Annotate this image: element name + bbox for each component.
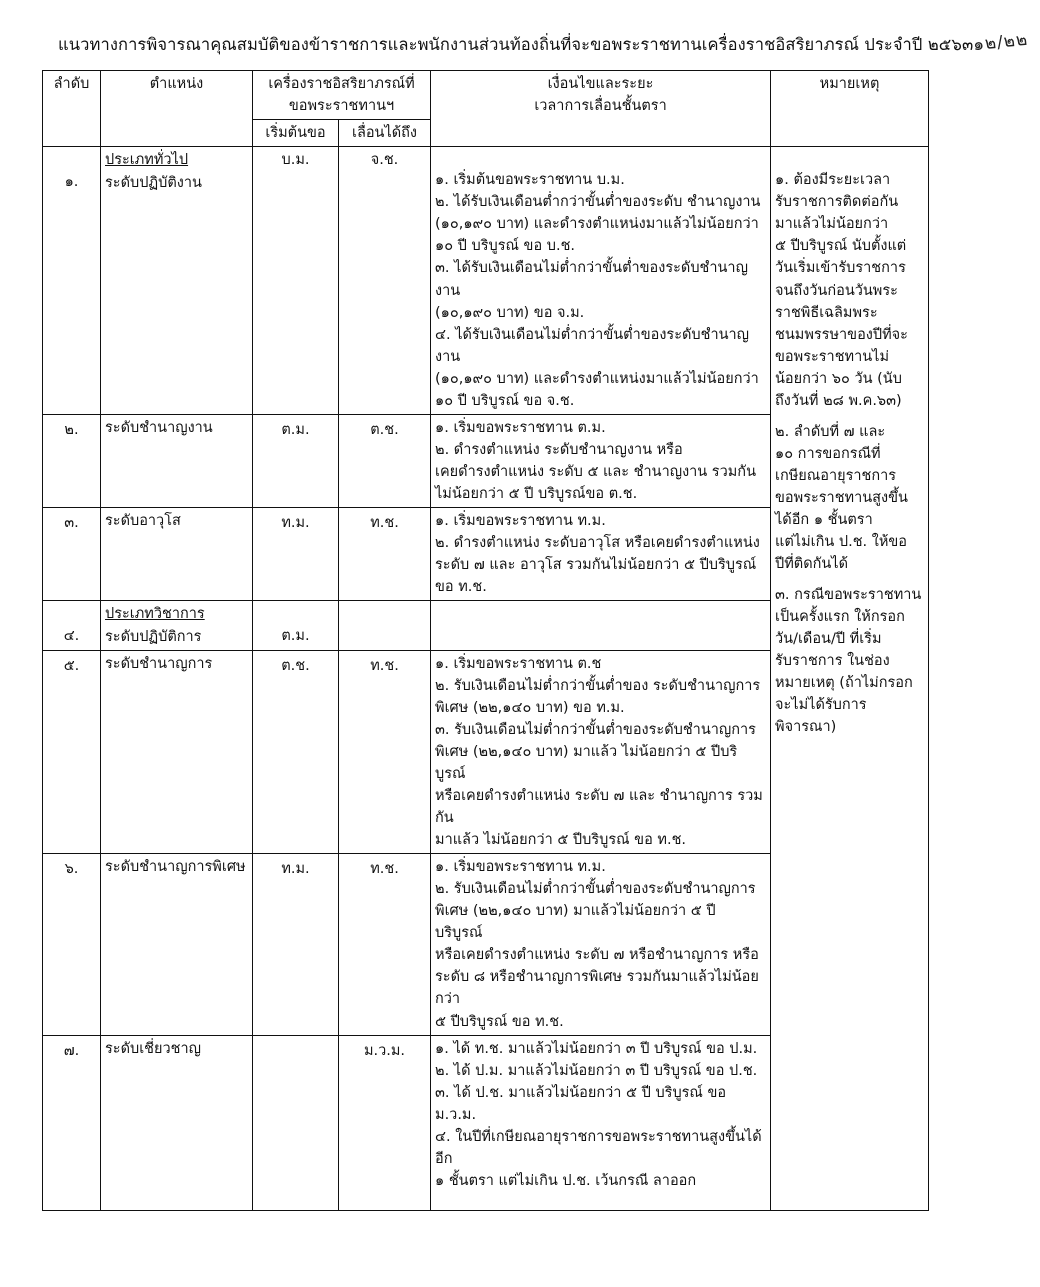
- cell-position: [101, 414, 253, 507]
- cell-no: [43, 414, 101, 507]
- position-label: ระดับปฏิบัติการ: [105, 628, 202, 645]
- note-line: ขอพระราชทานสูงขึ้น: [775, 489, 908, 506]
- condition-line: พิเศษ (๒๒,๑๔๐ บาท) มาแล้ว ไม่น้อยกว่า ๕ ปีบริบูรณ์: [435, 744, 738, 783]
- condition-line: ๒. ดำรงตำแหน่ง ระดับอาวุโส หรือเคยดำรงตำแหน่ง: [435, 534, 760, 551]
- condition-line: ขอ ท.ช.: [435, 578, 487, 595]
- condition-line: มาแล้ว ไม่น้อยกว่า ๕ ปีบริบูรณ์ ขอ ท.ช.: [435, 832, 687, 849]
- note-line: น้อยกว่า ๖๐ วัน (นับ: [775, 370, 902, 387]
- cell-conditions: [431, 414, 771, 507]
- cell-upto: [339, 1035, 431, 1210]
- row-no-value: ๒.: [64, 421, 79, 438]
- note-line: มาแล้วไม่น้อยกว่า: [775, 216, 889, 233]
- start-value: ท.ม.: [281, 514, 310, 531]
- page-title: แนวทางการพิจารณาคุณสมบัติของข้าราชการและพนักงานส่วนท้องถิ่นที่จะขอพระราชทานเครื่องราชอิสริยาภรณ์ ประจำปี ๒๕๖๓: [58, 35, 974, 54]
- position-label: ระดับชำนาญงาน: [105, 419, 213, 436]
- cell-no: [43, 854, 101, 1035]
- header-medal-group: [253, 71, 431, 120]
- start-value: ท.ม.: [281, 861, 310, 878]
- row-no-value: ๕.: [63, 658, 80, 675]
- condition-line: ๒. รับเงินเดือนไม่ต่ำกว่าขั้นต่ำของระดับชำนาญการ: [435, 881, 756, 898]
- cell-position: [101, 651, 253, 854]
- note-line: ๑๐ การขอกรณีที่: [775, 445, 881, 462]
- row-no-value: ๔.: [63, 627, 80, 644]
- note-line: วันเริ่มเข้ารับราชการ: [775, 260, 906, 277]
- criteria-table: [42, 70, 929, 1210]
- condition-line: หรือเคยดำรงตำแหน่ง ระดับ ๗ หรือชำนาญการ หรือ: [435, 947, 759, 964]
- header-no: ลำดับ: [43, 71, 101, 147]
- cell-notes: [771, 147, 929, 1210]
- note-line: ได้อีก ๑ ชั้นตรา: [775, 511, 873, 528]
- condition-line: ระดับ ๘ หรือชำนาญการพิเศษ รวมกันมาแล้วไม่น้อยกว่า: [435, 969, 759, 1008]
- condition-line: พิเศษ (๒๒,๑๔๐ บาท) ขอ ท.ม.: [435, 700, 625, 717]
- condition-line: ๕ ปีบริบูรณ์ ขอ ท.ช.: [435, 1013, 564, 1030]
- cell-upto: [339, 600, 431, 650]
- note-line: ๓. กรณีขอพระราชทาน: [775, 586, 922, 603]
- cell-conditions: [431, 651, 771, 854]
- note-line: ๕ ปีบริบูรณ์ นับตั้งแต่: [775, 238, 907, 255]
- condition-line: ๔. ได้รับเงินเดือนไม่ต่ำกว่าขั้นต่ำของระดับชำนาญงาน: [435, 326, 749, 365]
- page-header: [40, 28, 1030, 56]
- header-conditions-line1: เงื่อนไขและระยะ: [547, 76, 654, 93]
- cell-start: [253, 651, 339, 854]
- header-note: หมายเหตุ: [771, 71, 929, 147]
- note-line: วัน/เดือน/ปี ที่เริ่ม: [775, 630, 882, 647]
- note-line: เป็นครั้งแรก ให้กรอก: [775, 608, 905, 625]
- position-label: ระดับปฏิบัติงาน: [105, 175, 202, 192]
- cell-start: [253, 414, 339, 507]
- start-value: บ.ม.: [281, 152, 310, 169]
- cell-upto: [339, 507, 431, 600]
- note-block-1: [775, 169, 924, 411]
- cell-start: [253, 147, 339, 414]
- header-conditions-line2: เวลาการเลื่อนชั้นตรา: [534, 98, 667, 115]
- condition-line: ๓. ได้ ป.ช. มาแล้วไม่น้อยกว่า ๕ ปี บริบูรณ์ ขอ ม.ว.ม.: [435, 1084, 727, 1123]
- cell-conditions: [431, 854, 771, 1035]
- note-line: จะไม่ได้รับการพิจารณา): [775, 697, 867, 736]
- row-no-value: ๑.: [64, 174, 79, 191]
- condition-line: (๑๐,๑๙๐ บาท) ขอ จ.ม.: [435, 304, 585, 321]
- condition-line: พิเศษ (๒๒,๑๔๐ บาท) มาแล้วไม่น้อยกว่า ๕ ปี บริบูรณ์: [435, 903, 716, 942]
- cell-position: [101, 507, 253, 600]
- cell-no: [43, 507, 101, 600]
- condition-line: (๑๐,๑๙๐ บาท) และดำรงตำแหน่งมาแล้วไม่น้อยกว่า: [435, 216, 759, 233]
- condition-line: ๒. ได้ ป.ม. มาแล้วไม่น้อยกว่า ๓ ปี บริบูรณ์ ขอ ป.ช.: [435, 1062, 758, 1079]
- condition-line: ระดับ ๗ และ อาวุโส รวมกันไม่น้อยกว่า ๕ ปีบริบูรณ์: [435, 556, 757, 573]
- cell-no: [43, 651, 101, 854]
- condition-line: ๑. เริ่มขอพระราชทาน ท.ม.: [435, 512, 606, 529]
- cell-no: [43, 600, 101, 650]
- cell-no: [43, 147, 101, 414]
- condition-line: ไม่น้อยกว่า ๕ ปี บริบูรณ์ขอ ต.ช.: [435, 485, 638, 502]
- note-line: ปีที่ติดกันได้: [775, 555, 849, 572]
- note-block-3: [775, 584, 924, 738]
- note-line: เกษียณอายุราชการ: [775, 467, 897, 484]
- note-line: รับราชการ ในช่อง: [775, 653, 890, 670]
- note-line: ขอพระราชทานไม่: [775, 348, 890, 365]
- header-upto: เลื่อนได้ถึง: [339, 120, 431, 147]
- upto-value: ต.ช.: [370, 421, 399, 438]
- condition-line: ๔. ในปีที่เกษียณอายุราชการขอพระราชทานสูงขึ้นได้อีก: [435, 1128, 762, 1167]
- header-conditions: [431, 71, 771, 147]
- note-line: ๒. ลำดับที่ ๗ และ: [775, 423, 886, 440]
- page-number: ๑๒/๒๒: [972, 29, 1030, 56]
- condition-line: ๑. เริ่มขอพระราชทาน ท.ม.: [435, 859, 606, 876]
- cell-conditions: [431, 147, 771, 414]
- header-position: ตำแหน่ง: [101, 71, 253, 147]
- condition-line: ๑. เริ่มขอพระราชทาน ต.ช: [435, 656, 602, 673]
- note-block-2: [775, 421, 924, 575]
- row-no-value: ๗.: [63, 1042, 80, 1059]
- cell-no: [43, 1035, 101, 1210]
- condition-line: ๑ ชั้นตรา แต่ไม่เกิน ป.ช. เว้นกรณี ลาออก: [435, 1172, 697, 1189]
- start-value: ต.ม.: [281, 421, 310, 438]
- cell-upto: [339, 854, 431, 1035]
- note-line: รับราชการติดต่อกัน: [775, 194, 899, 211]
- condition-line: (๑๐,๑๙๐ บาท) และดำรงตำแหน่งมาแล้วไม่น้อยกว่า: [435, 370, 759, 387]
- upto-value: ท.ช.: [370, 861, 399, 878]
- header-row-main: [43, 71, 929, 120]
- position-group: ประเภททั่วไป: [105, 152, 189, 169]
- row-no-value: ๖.: [64, 861, 79, 878]
- note-line: แต่ไม่เกิน ป.ช. ให้ขอ: [775, 533, 908, 550]
- note-line: ถึงวันที่ ๒๘ พ.ค.๖๓): [775, 392, 902, 409]
- cell-start: [253, 854, 339, 1035]
- cell-conditions: [431, 507, 771, 600]
- condition-line: ๑๐ ปี บริบูรณ์ ขอ บ.ช.: [435, 238, 576, 255]
- condition-line: หรือเคยดำรงตำแหน่ง ระดับ ๗ และ ชำนาญการ รวมกัน: [435, 788, 763, 827]
- condition-line: ๓. ได้รับเงินเดือนไม่ต่ำกว่าขั้นต่ำของระดับชำนาญงาน: [435, 260, 748, 299]
- cell-upto: [339, 651, 431, 854]
- note-line: ชนมพรรษาของปีที่จะ: [775, 326, 908, 343]
- note-line: ๑. ต้องมีระยะเวลา: [775, 172, 891, 189]
- condition-line: ๒. ได้รับเงินเดือนต่ำกว่าขั้นต่ำของระดับ ชำนาญงาน: [435, 194, 761, 211]
- table-header: [43, 71, 929, 147]
- cell-position: [101, 854, 253, 1035]
- row-no-value: ๓.: [64, 514, 79, 531]
- condition-line: ๓. รับเงินเดือนไม่ต่ำกว่าขั้นต่ำของระดับชำนาญการ: [435, 722, 756, 739]
- cell-position: [101, 147, 253, 414]
- condition-line: เคยดำรงตำแหน่ง ระดับ ๕ และ ชำนาญงาน รวมกัน: [435, 463, 756, 480]
- upto-value: ม.ว.ม.: [363, 1042, 406, 1059]
- cell-conditions: [431, 1035, 771, 1210]
- cell-conditions: [431, 600, 771, 650]
- cell-upto: [339, 414, 431, 507]
- header-medal-group-line2: ขอพระราชทานฯ: [288, 98, 395, 115]
- upto-value: ท.ช.: [370, 658, 399, 675]
- position-label: ระดับชำนาญการพิเศษ: [105, 859, 246, 876]
- condition-line: ๒. รับเงินเดือนไม่ต่ำกว่าขั้นต่ำของ ระดับชำนาญการ: [435, 678, 761, 695]
- cell-start: [253, 1035, 339, 1210]
- start-value: ต.ช.: [281, 658, 310, 675]
- table-row: [43, 147, 929, 414]
- cell-position: [101, 1035, 253, 1210]
- position-label: ระดับชำนาญการ: [105, 656, 213, 673]
- note-line: จนถึงวันก่อนวันพระ: [775, 282, 898, 299]
- upto-value: จ.ช.: [370, 152, 399, 169]
- position-label: ระดับเชี่ยวชาญ: [105, 1040, 201, 1057]
- position-label: ระดับอาวุโส: [105, 512, 181, 529]
- condition-line: ๑. เริ่มขอพระราชทาน ต.ม.: [435, 419, 606, 436]
- note-line: หมายเหตุ (ถ้าไม่กรอก: [775, 675, 913, 692]
- note-line: ราชพิธีเฉลิมพระ: [775, 304, 878, 321]
- position-group: ประเภทวิชาการ: [105, 605, 205, 622]
- condition-line: ๑๐ ปี บริบูรณ์ ขอ จ.ช.: [435, 392, 575, 409]
- cell-start: [253, 507, 339, 600]
- condition-line: ๑. ได้ ท.ช. มาแล้วไม่น้อยกว่า ๓ ปี บริบูรณ์ ขอ ป.ม.: [435, 1040, 758, 1057]
- cell-upto: [339, 147, 431, 414]
- start-value: ต.ม.: [281, 627, 310, 644]
- table-body: [43, 147, 929, 1210]
- header-medal-group-line1: เครื่องราชอิสริยาภรณ์ที่: [268, 76, 415, 93]
- upto-value: ท.ช.: [370, 514, 399, 531]
- cell-position: [101, 600, 253, 650]
- condition-line: ๒. ดำรงตำแหน่ง ระดับชำนาญงาน หรือ: [435, 441, 683, 458]
- header-start: เริ่มต้นขอ: [253, 120, 339, 147]
- cell-start: [253, 600, 339, 650]
- condition-line: ๑. เริ่มต้นขอพระราชทาน บ.ม.: [435, 172, 625, 189]
